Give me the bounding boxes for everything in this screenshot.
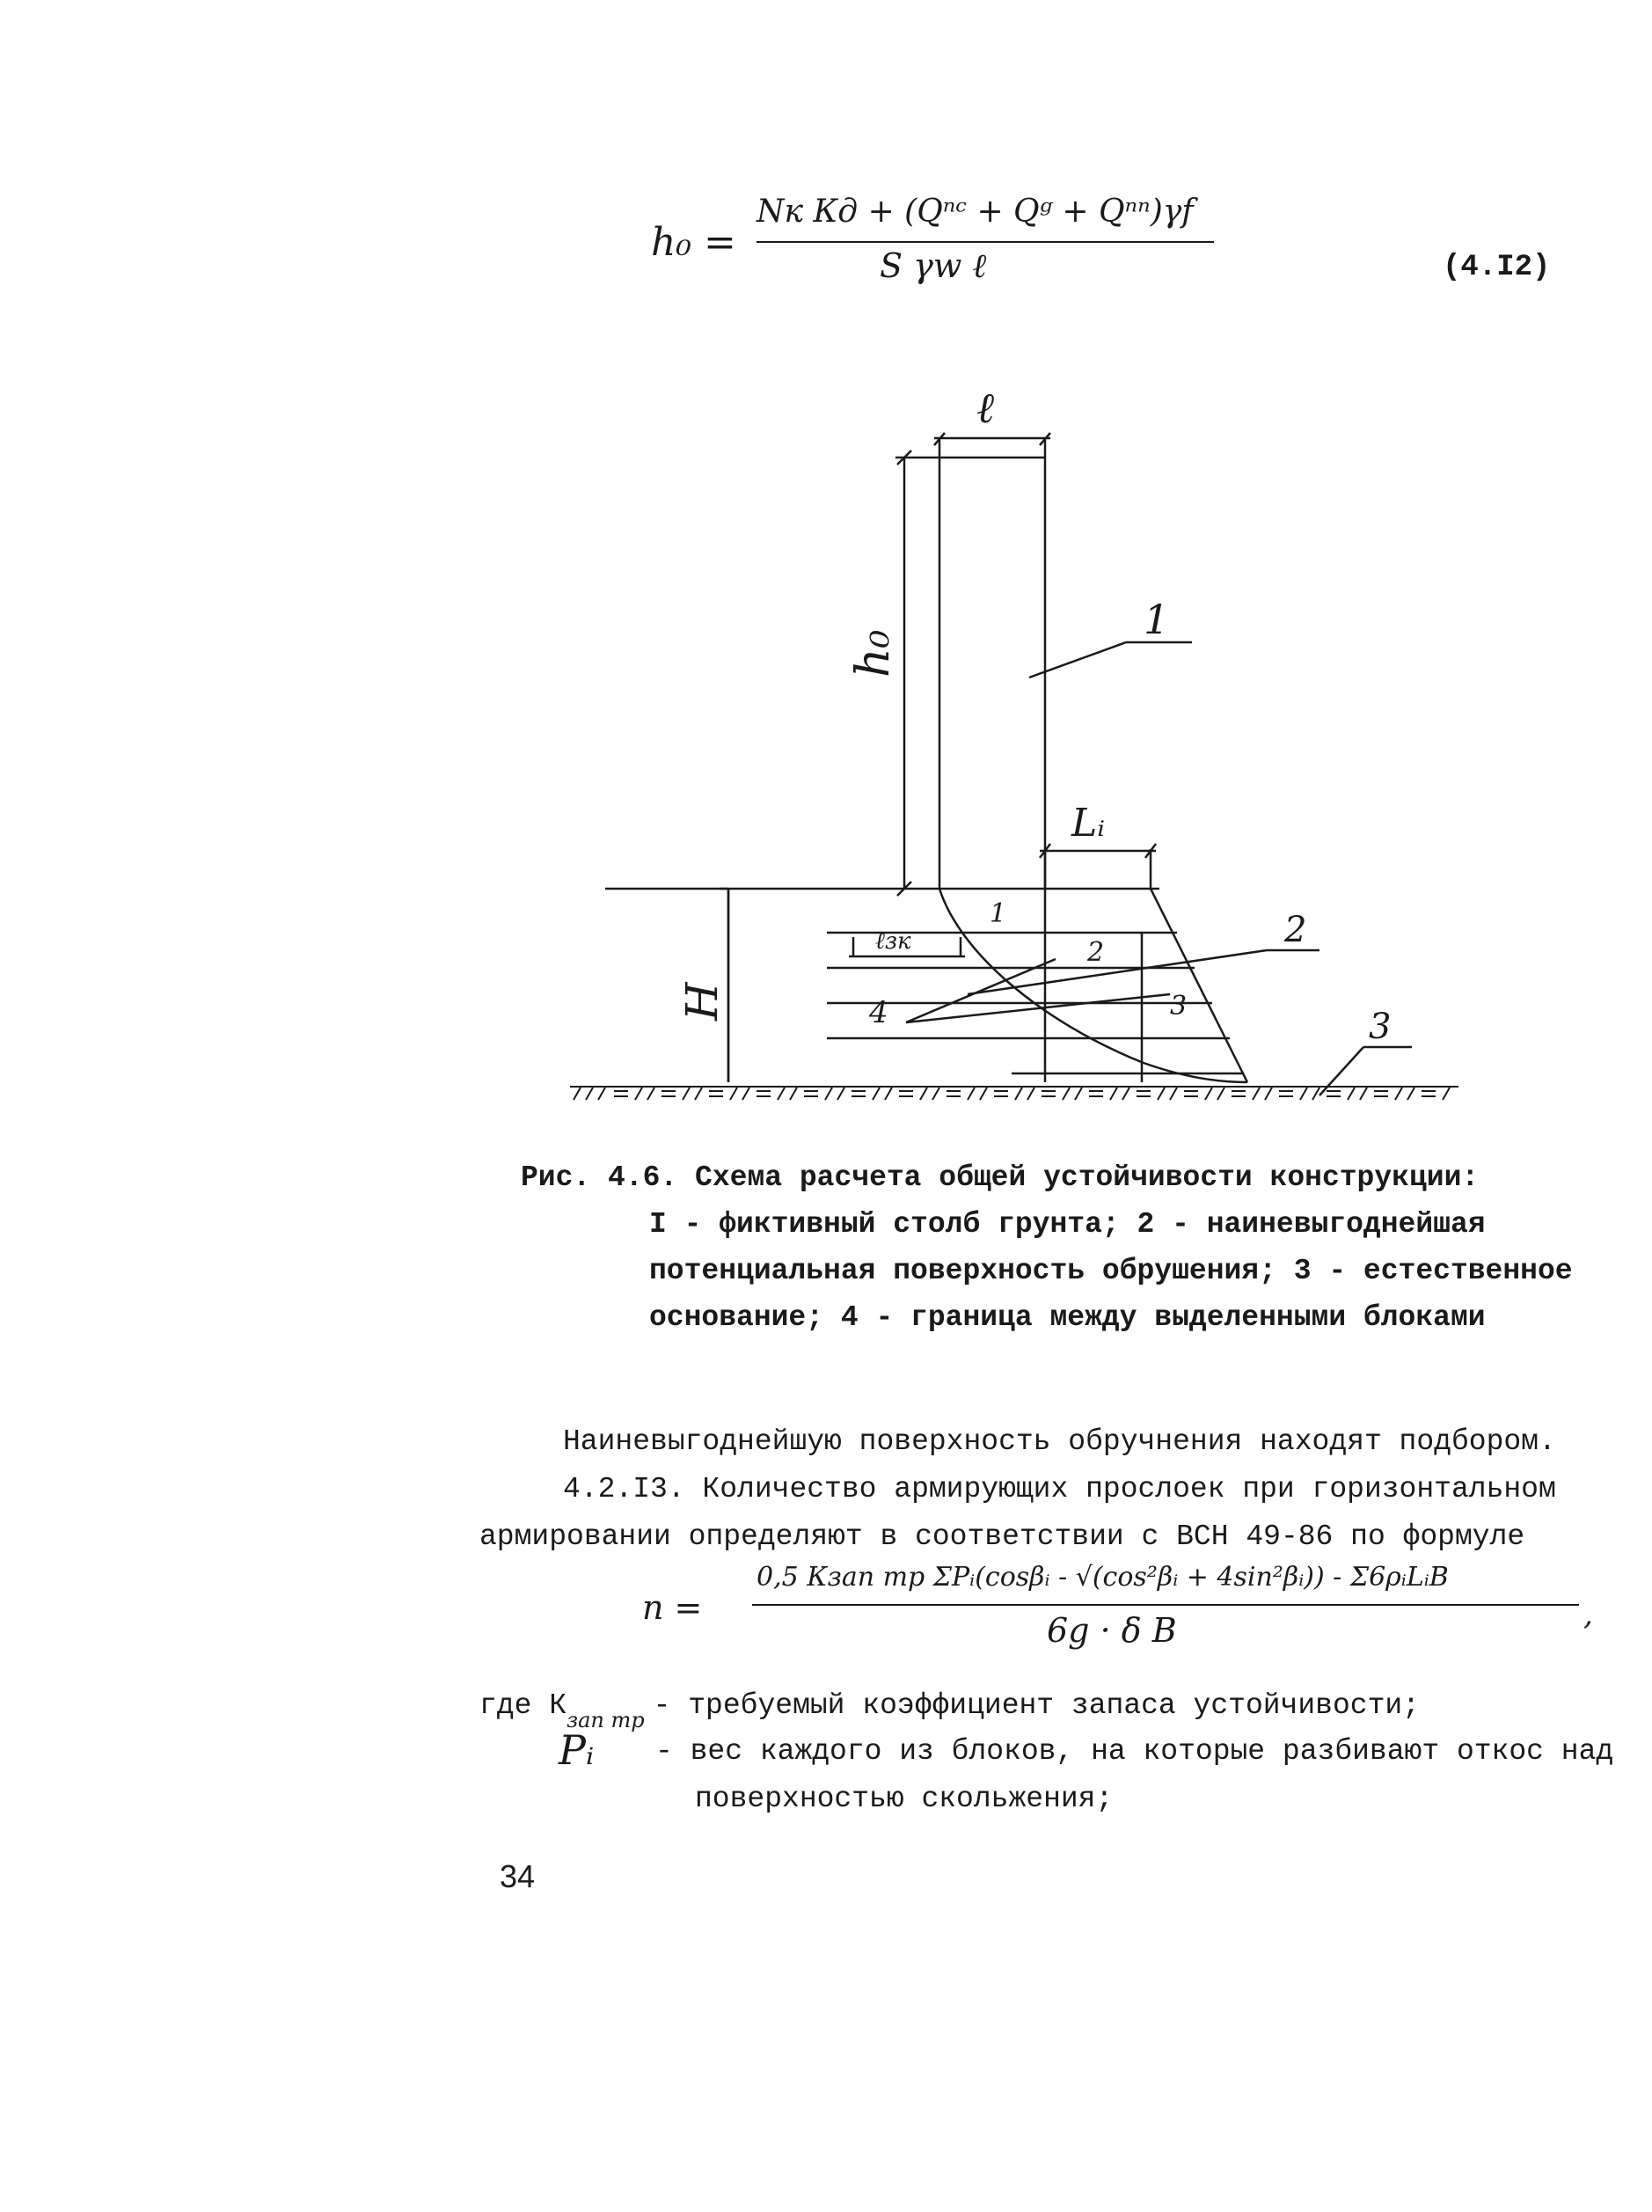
k-subscript: зап тр bbox=[567, 1708, 645, 1732]
figure-4-6 bbox=[0, 387, 1652, 1144]
formula-4-12 bbox=[651, 194, 1249, 299]
block-1-label: 1 bbox=[990, 898, 1007, 929]
width-label: ℓ bbox=[976, 387, 994, 433]
formula-n-lhs: n = bbox=[642, 1588, 703, 1627]
paragraph-1: Наиневыгоднейшую поверхность обручнения находят подбором. bbox=[563, 1425, 1556, 1458]
equation-number: (4.I2) bbox=[1443, 251, 1551, 284]
callout-1-label: 1 bbox=[1144, 596, 1170, 643]
definition-k bbox=[479, 1682, 1420, 1730]
callout-4-label: 4 bbox=[869, 995, 888, 1030]
formula-n-numerator: 0,5 Кзап тр ΣPᵢ(cosβᵢ - √(cos²βᵢ + 4sin²βᵢ)) - Σ6ρᵢLᵢB bbox=[757, 1562, 1449, 1593]
figure-caption bbox=[521, 1154, 1638, 1341]
fraction-bar-n bbox=[752, 1604, 1579, 1606]
where-label: где К bbox=[479, 1689, 567, 1722]
slope-line bbox=[1151, 889, 1247, 1082]
caption-line-2: I - фиктивный столб грунта; 2 - наиневыгоднейшая bbox=[649, 1208, 1486, 1241]
callout-3-leader bbox=[1319, 1047, 1363, 1095]
formula-numerator: Nк Кд + (Qⁿᶜ + Qᵍ + Qⁿⁿ)γf bbox=[757, 194, 1194, 230]
formula-lhs: h₀ = bbox=[651, 220, 736, 265]
paragraph-2-line-1: 4.2.I3. Количество армирующих прослоек при горизонтальном bbox=[563, 1473, 1556, 1505]
block-3-label: 3 bbox=[1170, 991, 1188, 1022]
slope-width-label: Lᵢ bbox=[1071, 801, 1106, 846]
depth-label: H bbox=[676, 982, 727, 1021]
callout-3-label: 3 bbox=[1369, 1007, 1392, 1047]
callout-2-leader bbox=[968, 950, 1267, 994]
caption-line-1: Рис. 4.6. Схема расчета общей устойчивости конструкции: bbox=[521, 1161, 1480, 1194]
sliding-surface-curve bbox=[939, 889, 1247, 1082]
p-description-line-2: поверхностью скольжения; bbox=[695, 1783, 1114, 1815]
formula-n-denominator: 6g · δ B bbox=[1047, 1611, 1177, 1650]
callout-1-leader bbox=[1029, 642, 1126, 678]
formula-denominator: S γw ℓ bbox=[880, 246, 987, 285]
block-2-label: 2 bbox=[1087, 937, 1105, 968]
ground-hatching bbox=[574, 1088, 1450, 1100]
page-number: 34 bbox=[500, 1858, 536, 1894]
caption-line-3: потенциальная поверхность обрушения; 3 - естественное bbox=[649, 1255, 1573, 1287]
callout-2-label: 2 bbox=[1284, 910, 1307, 950]
paragraph-2-line-2: армировании определяют в соответствии с ВСН 49-86 по формуле bbox=[479, 1520, 1525, 1553]
caption-line-4: основание; 4 - граница между выделенными блоками bbox=[649, 1301, 1486, 1334]
p-description-line-1: - вес каждого из блоков, на которые разбивают откос над bbox=[655, 1735, 1614, 1768]
height-label: h₀ bbox=[847, 629, 900, 678]
p-symbol: Pᵢ bbox=[559, 1726, 595, 1774]
k-description: - требуемый коэффициент запаса устойчивости; bbox=[653, 1689, 1420, 1722]
fraction-bar bbox=[757, 241, 1214, 243]
formula-n bbox=[642, 1562, 1601, 1676]
layer-length-label: ℓзк bbox=[875, 928, 911, 955]
formula-n-trail: , bbox=[1583, 1597, 1593, 1632]
callout-4-leader-b bbox=[906, 994, 1170, 1022]
